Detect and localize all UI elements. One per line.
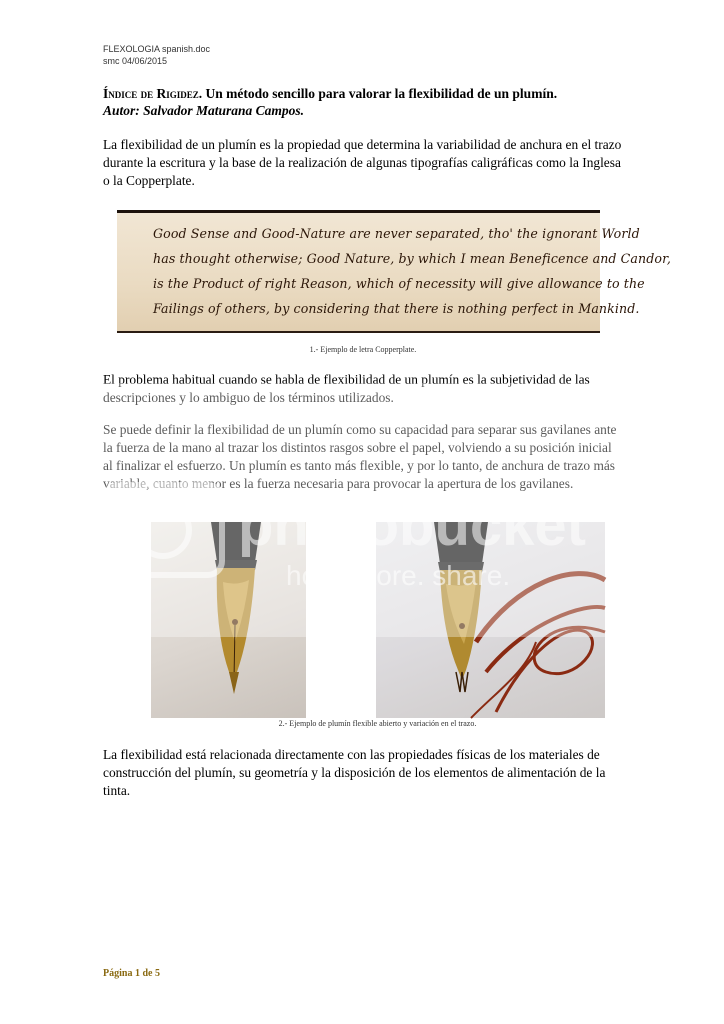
- nib-flex-stroke-photo: [376, 522, 605, 718]
- copperplate-line-3: is the Product of right Reason, which of necessity will give allowance to the: [153, 276, 645, 291]
- title-smallcaps: Índice de Rigidez.: [103, 86, 203, 101]
- copperplate-line-2: has thought otherwise; Good Nature, by which I mean Beneficence and Candor,: [153, 251, 671, 266]
- paragraph-1: La flexibilidad de un plumín es la propiedad que determina la variabilidad de anchura en el trazo durante la escritura y la base de la realización de algunas tipografías caligráficas como la Inglesa o la Copperplate.: [103, 137, 622, 188]
- header-filename: FLEXOLOGIA spanish.doc: [103, 44, 211, 54]
- page-number: Página 1 de 5: [103, 968, 160, 979]
- watermark-tagline: host. store. share.: [286, 560, 511, 591]
- figure-2-caption: 2.- Ejemplo de plumín flexible abierto y variación en el trazo.: [278, 719, 477, 728]
- nib-closed-photo: [151, 522, 306, 718]
- paragraph-2: El problema habitual cuando se habla de flexibilidad de un plumín es la subjetividad de las descripciones y lo ambiguo de los términos utilizados.: [103, 372, 590, 405]
- header-author-date: smc 04/06/2015: [103, 56, 168, 66]
- title-rest: Un método sencillo para valorar la flexibilidad de un plumín.: [202, 86, 558, 101]
- document-author: Autor: Salvador Maturana Campos.: [103, 103, 305, 118]
- paragraph-3: Se puede definir la flexibilidad de un plumín como su capacidad para separar sus gavilanes ante la fuerza de la mano al trazar los distintos rasgos sobre el papel, volviendo a su posición inicial al finalizar el esfuerzo. Un plumín es tanto más flexible, y por lo tanto, de anchura de trazo más variable, cuanto menor es la fuerza necesaria para provocar la apertura de los gavilanes.: [103, 422, 617, 491]
- copperplate-line-4: Failings of others, by considering that there is nothing perfect in Mankind.: [153, 301, 640, 316]
- copperplate-line-1: Good Sense and Good-Nature are never separated, tho' the ignorant World: [153, 226, 640, 241]
- copperplate-example-image: [117, 210, 671, 333]
- figure-1-caption: 1.- Ejemplo de letra Copperplate.: [309, 345, 417, 354]
- watermark-brand: photobucket: [238, 493, 586, 558]
- document-header: [103, 43, 210, 67]
- document-title: [103, 85, 643, 102]
- paragraph-4: La flexibilidad está relacionada directamente con las propiedades físicas de los materiales de construcción del plumín, su geometría y la disposición de los elementos de alimentación de la tinta.: [103, 747, 606, 798]
